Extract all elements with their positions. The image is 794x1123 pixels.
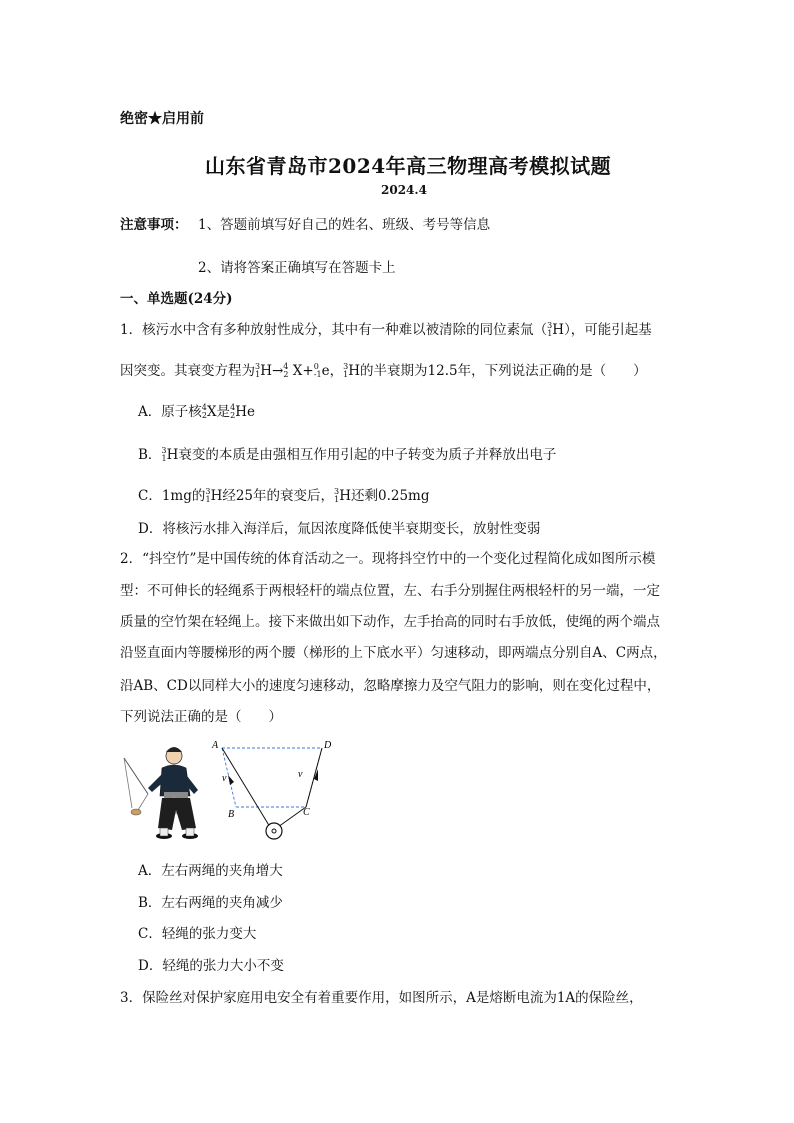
confidential-label: 绝密★启用前 bbox=[120, 111, 204, 127]
nucleus-label: $^4_2$ bbox=[201, 403, 207, 420]
q2-option-c: C．轻绳的张力变大 bbox=[138, 926, 257, 942]
diabolo-player-figure bbox=[118, 738, 210, 848]
q2-line3: 质量的空竹架在轻绳上。接下来做出如下动作，左手抬高的同时右手放低，使绳的两个端点 bbox=[120, 614, 660, 630]
tritium-symbol: $^3_1$H bbox=[547, 321, 565, 338]
trapezoid-diagram bbox=[210, 735, 340, 845]
label-c: C bbox=[303, 807, 310, 818]
q2-option-a: A．左右两绳的夹角增大 bbox=[138, 863, 283, 879]
tritium-symbol-b: $^3_1$H bbox=[161, 446, 179, 463]
section-heading: 一、单选题(24分) bbox=[120, 291, 233, 307]
page-title: 山东省青岛市2024年高三物理高考模拟试题 bbox=[205, 154, 612, 178]
q1-option-b-label: B． bbox=[138, 447, 162, 463]
q1-line2-b: 的半衰期为12.5年，下列说法正确的是（ ） bbox=[360, 363, 647, 379]
label-v-right: v bbox=[298, 769, 303, 780]
q1-line1-end: ），可能引起基 bbox=[564, 322, 652, 338]
q3-line1: 3．保险丝对保护家庭用电安全有着重要作用，如图所示，A是熔断电流为1A的保险丝， bbox=[120, 990, 643, 1006]
q2-option-b: B．左右两绳的夹角减少 bbox=[138, 895, 283, 911]
decay-equation: $^3_1$H→$^4_2$ X+$^0_{-1}$e，$^3_1$H bbox=[255, 362, 361, 379]
notes-item-2: 2、请将答案正确填写在答题卡上 bbox=[198, 260, 396, 276]
q1-line2-a: 因突变。其衰变方程为 bbox=[120, 363, 255, 379]
notes-label: 注意事项： bbox=[120, 217, 188, 233]
label-v-left: v bbox=[222, 773, 227, 784]
q1-option-b-text: 衰变的本质是由强相互作用引起的中子转变为质子并释放出电子 bbox=[178, 447, 557, 463]
label-b: B bbox=[228, 809, 235, 820]
q1-option-b bbox=[138, 441, 556, 469]
q1-option-c-b: 经25年的衰变后， bbox=[222, 488, 335, 504]
notes-item-1: 1、答题前填写好自己的姓名、班级、考号等信息 bbox=[198, 217, 491, 233]
q1-option-c-c: 还剩0.25mg bbox=[351, 488, 430, 504]
q1-line1-text: 1．核污水中含有多种放射性成分，其中有一种难以被清除的同位素氚（ bbox=[120, 322, 548, 338]
helium-symbol: $^4_2$He bbox=[230, 403, 256, 420]
q1-option-c bbox=[138, 482, 430, 510]
q1-line2 bbox=[120, 357, 647, 385]
label-d: D bbox=[324, 740, 332, 751]
q2-line5: 沿AB、CD以同样大小的速度匀速移动，忽略摩擦力及空气阻力的影响，则在变化过程中， bbox=[120, 678, 661, 694]
q2-line6: 下列说法正确的是（ ） bbox=[120, 709, 282, 725]
q1-option-d: D．将核污水排入海洋后，氚因浓度降低使半衰期变长，放射性变弱 bbox=[138, 521, 541, 537]
tritium-symbol-c2: $^3_1$H bbox=[334, 487, 351, 504]
q2-line2: 型：不可伸长的轻绳系于两根轻杆的端点位置，左、右手分别握住两根轻杆的另一端，一定 bbox=[120, 583, 660, 599]
q1-option-a-text: A．原子核 bbox=[138, 404, 202, 420]
label-a: A bbox=[212, 740, 219, 751]
q1-line1 bbox=[120, 316, 652, 344]
exam-date: 2024.4 bbox=[381, 183, 427, 197]
q1-option-a-mid: X是 bbox=[206, 404, 231, 420]
q1-option-a bbox=[138, 398, 255, 426]
q2-option-d: D．轻绳的张力大小不变 bbox=[138, 958, 284, 974]
q2-line4: 沿竖直面内等腰梯形的两个腰（梯形的上下底水平）匀速移动，即两端点分别自A、C两点， bbox=[120, 645, 667, 661]
q2-line1: 2．“抖空竹”是中国传统的体育活动之一。现将抖空竹中的一个变化过程简化成如图所示模 bbox=[120, 551, 656, 567]
q1-option-c-a: C．1mg的 bbox=[138, 488, 206, 504]
tritium-symbol-c1: $^3_1$H bbox=[205, 487, 223, 504]
